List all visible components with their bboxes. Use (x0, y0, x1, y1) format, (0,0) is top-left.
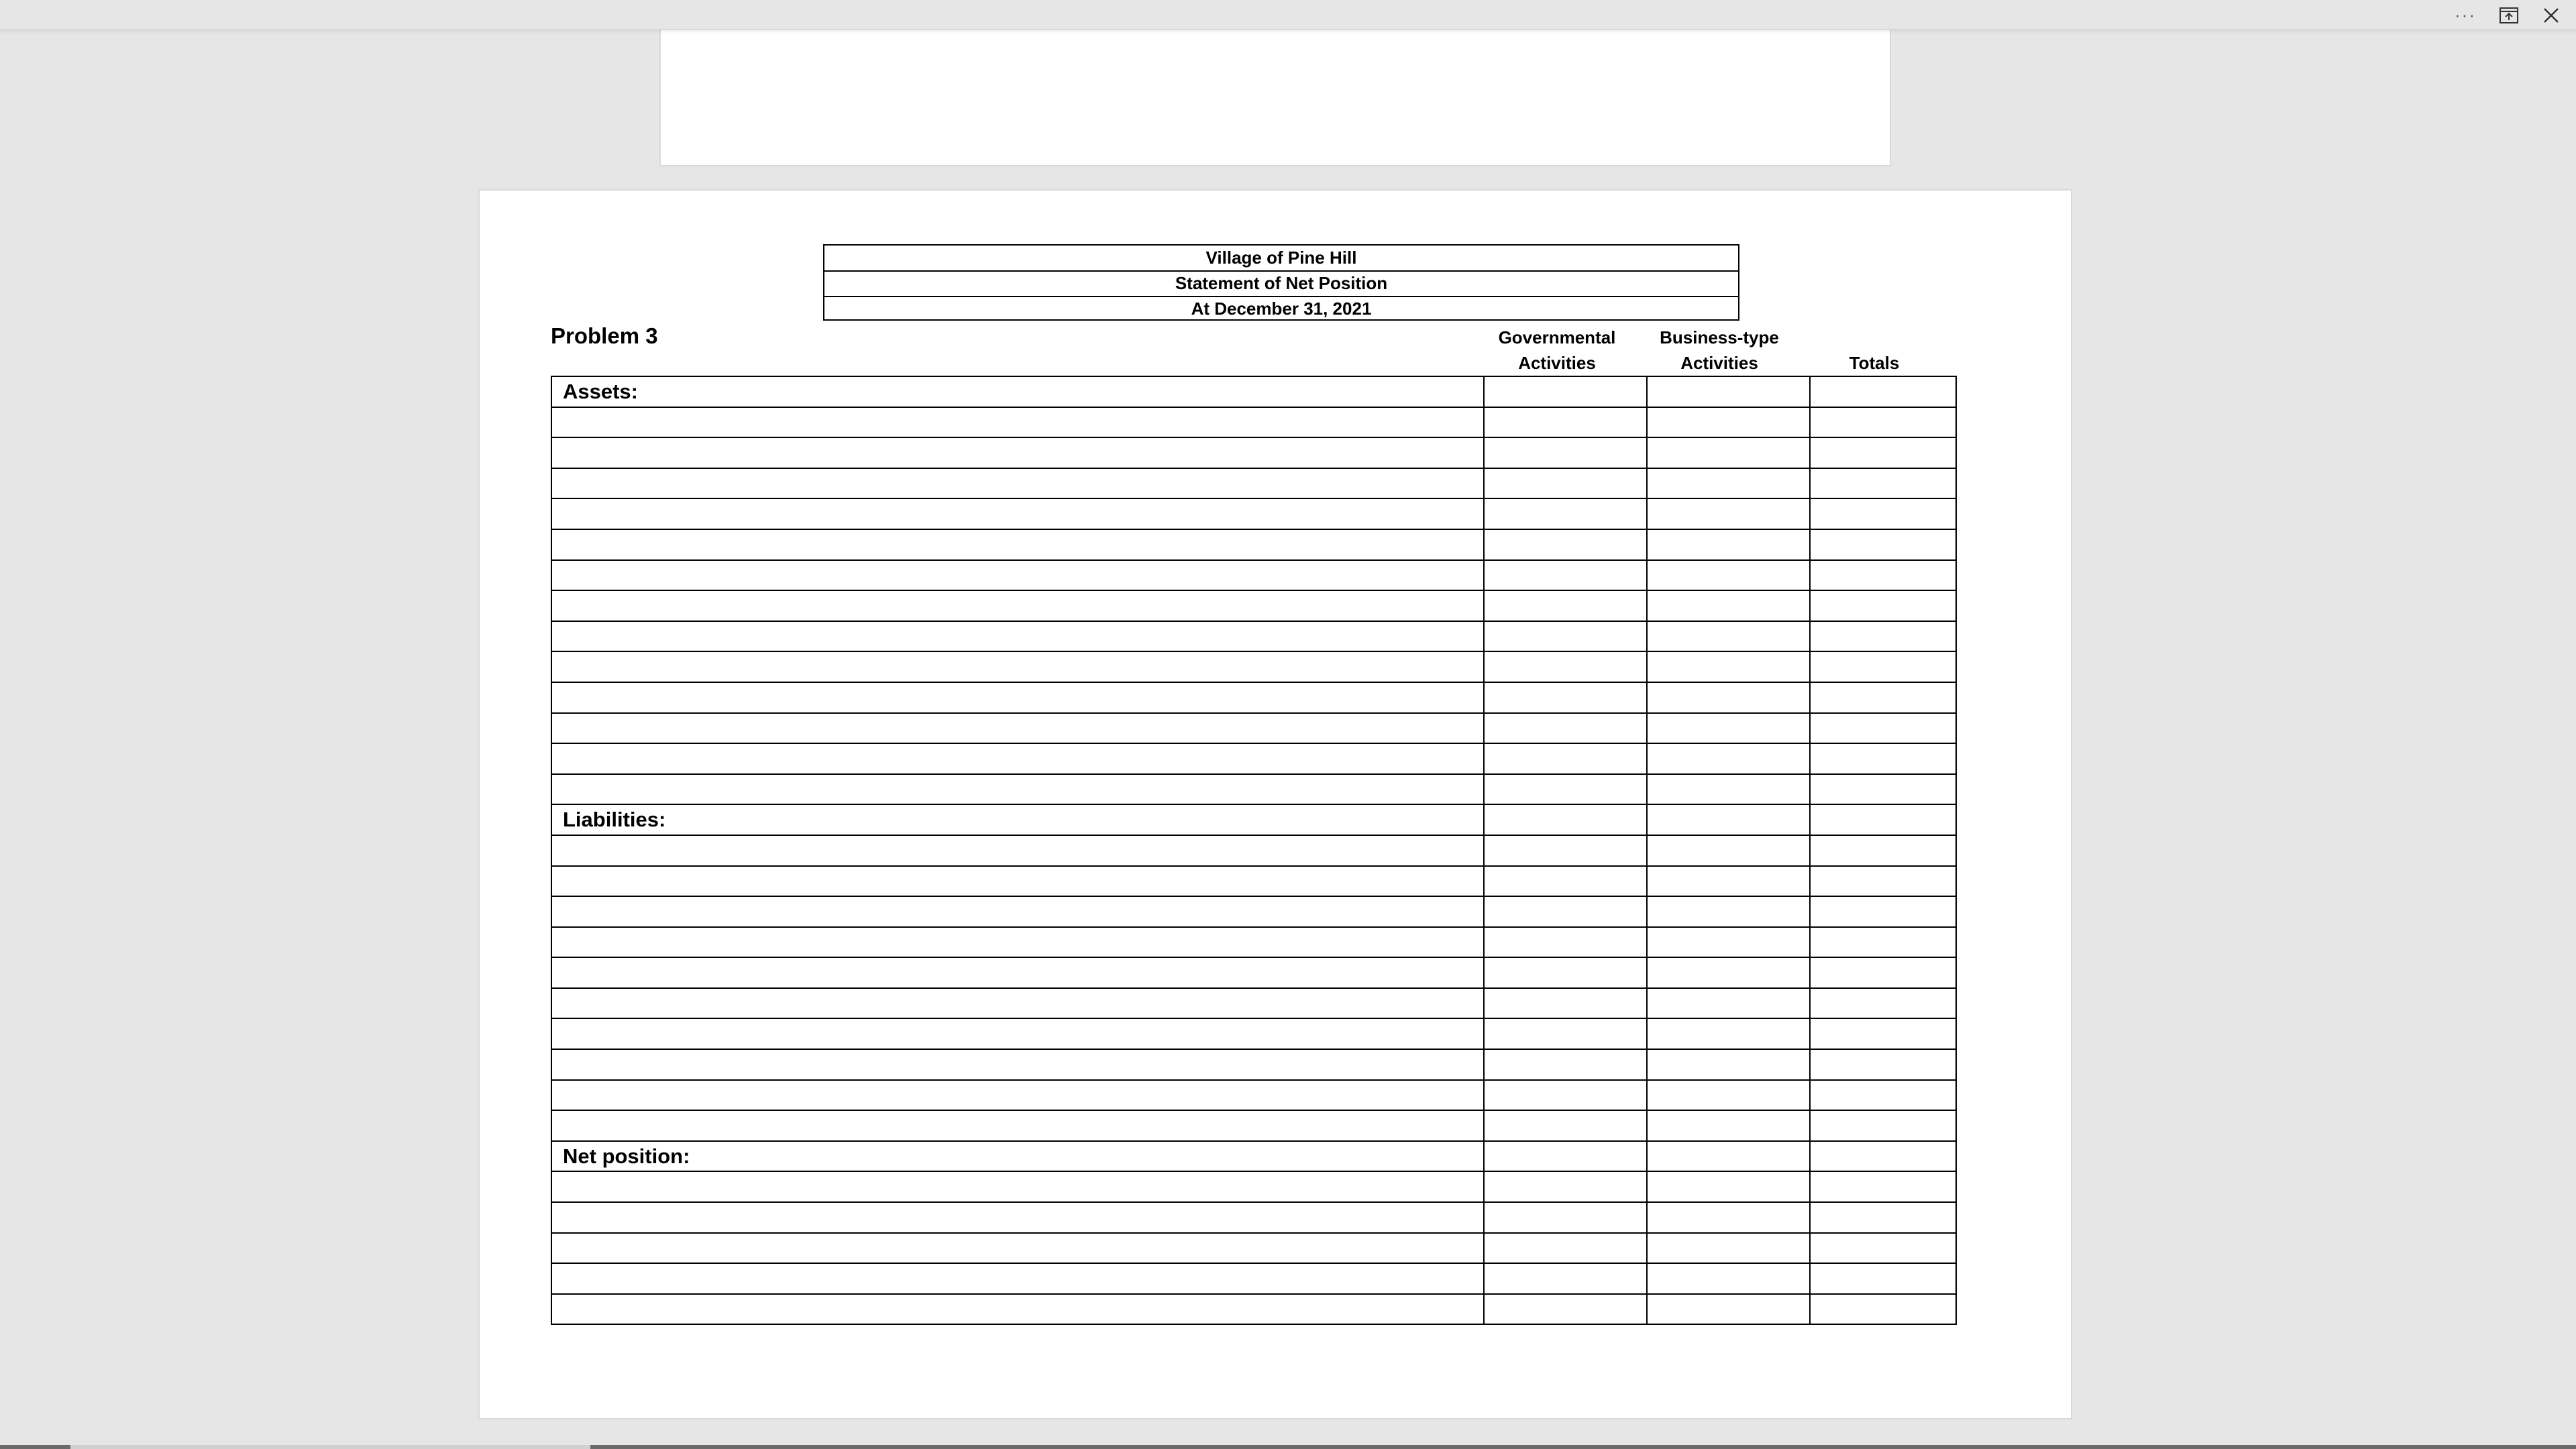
amount-cell[interactable] (1484, 896, 1647, 927)
amount-cell[interactable] (1810, 1141, 1956, 1172)
amount-cell[interactable] (1484, 407, 1647, 438)
description-cell[interactable] (551, 437, 1484, 468)
amount-cell[interactable] (1484, 804, 1647, 835)
amount-cell[interactable] (1810, 651, 1956, 682)
table-row (551, 1233, 1956, 1264)
amount-cell[interactable] (1647, 437, 1810, 468)
amount-cell[interactable] (1484, 651, 1647, 682)
section-label: Assets: (551, 376, 1484, 407)
amount-cell[interactable] (1484, 560, 1647, 591)
description-cell[interactable] (551, 407, 1484, 438)
table-row (551, 651, 1956, 682)
close-button[interactable] (2528, 0, 2575, 30)
description-cell[interactable] (551, 560, 1484, 591)
amount-cell[interactable] (1647, 927, 1810, 958)
table-row (551, 1202, 1956, 1233)
amount-cell[interactable] (1810, 866, 1956, 897)
table-row (551, 560, 1956, 591)
amount-cell[interactable] (1647, 1202, 1810, 1233)
description-cell[interactable] (551, 1233, 1484, 1264)
amount-cell[interactable] (1484, 927, 1647, 958)
more-options-button[interactable]: ··· (2455, 5, 2476, 25)
amount-cell[interactable] (1647, 529, 1810, 560)
amount-cell[interactable] (1647, 957, 1810, 988)
amount-cell[interactable] (1647, 774, 1810, 805)
amount-cell[interactable] (1810, 1263, 1956, 1294)
close-icon (2542, 7, 2560, 24)
amount-cell[interactable] (1647, 713, 1810, 744)
amount-cell[interactable] (1484, 498, 1647, 529)
description-cell[interactable] (551, 621, 1484, 652)
amount-cell[interactable] (1484, 376, 1647, 407)
amount-cell[interactable] (1810, 437, 1956, 468)
column-header-business-type: Business-type Activities (1660, 327, 1779, 373)
amount-cell[interactable] (1810, 957, 1956, 988)
section-label: Net position: (551, 1141, 1484, 1172)
amount-cell[interactable] (1810, 407, 1956, 438)
amount-cell[interactable] (1647, 682, 1810, 713)
amount-cell[interactable] (1484, 866, 1647, 897)
amount-cell[interactable] (1647, 498, 1810, 529)
amount-cell[interactable] (1647, 1171, 1810, 1202)
amount-cell[interactable] (1647, 468, 1810, 499)
amount-cell[interactable] (1484, 1233, 1647, 1264)
amount-cell[interactable] (1647, 1110, 1810, 1141)
amount-cell[interactable] (1810, 774, 1956, 805)
table-row (551, 529, 1956, 560)
section-row-net-position (551, 1141, 1956, 1172)
column-header-totals: Totals (1849, 353, 1900, 373)
table-row (551, 1263, 1956, 1294)
amount-cell[interactable] (1810, 988, 1956, 1019)
table-row (551, 498, 1956, 529)
table-row (551, 743, 1956, 774)
description-cell[interactable] (551, 835, 1484, 866)
amount-cell[interactable] (1810, 1233, 1956, 1264)
amount-cell[interactable] (1810, 468, 1956, 499)
statement-table (551, 376, 1957, 1325)
amount-cell[interactable] (1647, 1049, 1810, 1080)
amount-cell[interactable] (1810, 1202, 1956, 1233)
statement-date: At December 31, 2021 (824, 296, 1738, 321)
table-row (551, 957, 1956, 988)
description-cell[interactable] (551, 957, 1484, 988)
amount-cell[interactable] (1484, 988, 1647, 1019)
amount-cell[interactable] (1647, 1080, 1810, 1111)
amount-cell[interactable] (1484, 468, 1647, 499)
description-cell[interactable] (551, 651, 1484, 682)
description-cell[interactable] (551, 590, 1484, 621)
amount-cell[interactable] (1484, 1171, 1647, 1202)
amount-cell[interactable] (1810, 590, 1956, 621)
description-cell[interactable] (551, 896, 1484, 927)
description-cell[interactable] (551, 1202, 1484, 1233)
table-row (551, 1080, 1956, 1111)
amount-cell[interactable] (1647, 988, 1810, 1019)
document-page (478, 189, 2072, 1419)
amount-cell[interactable] (1484, 743, 1647, 774)
amount-cell[interactable] (1810, 896, 1956, 927)
amount-cell[interactable] (1484, 529, 1647, 560)
table-row (551, 774, 1956, 805)
amount-cell[interactable] (1647, 896, 1810, 927)
table-row (551, 1018, 1956, 1049)
table-row (551, 621, 1956, 652)
description-cell[interactable] (551, 468, 1484, 499)
table-row (551, 896, 1956, 927)
description-cell[interactable] (551, 743, 1484, 774)
amount-cell[interactable] (1810, 1294, 1956, 1325)
table-row (551, 866, 1956, 897)
amount-cell[interactable] (1647, 743, 1810, 774)
restore-window-icon (2499, 7, 2519, 24)
table-row (551, 988, 1956, 1019)
table-row (551, 407, 1956, 438)
amount-cell[interactable] (1484, 1110, 1647, 1141)
amount-cell[interactable] (1484, 835, 1647, 866)
statement-title: Statement of Net Position (824, 270, 1738, 295)
table-row (551, 682, 1956, 713)
amount-cell[interactable] (1484, 621, 1647, 652)
description-cell[interactable] (551, 1171, 1484, 1202)
entity-name: Village of Pine Hill (1205, 248, 1357, 268)
description-cell[interactable] (551, 1018, 1484, 1049)
amount-cell[interactable] (1647, 1233, 1810, 1264)
table-row (551, 437, 1956, 468)
description-cell[interactable] (551, 988, 1484, 1019)
restore-button[interactable] (2485, 0, 2532, 30)
amount-cell[interactable] (1484, 1202, 1647, 1233)
amount-cell[interactable] (1810, 682, 1956, 713)
table-row (551, 1171, 1956, 1202)
amount-cell[interactable] (1484, 590, 1647, 621)
amount-cell[interactable] (1810, 621, 1956, 652)
description-cell[interactable] (551, 713, 1484, 744)
table-row (551, 927, 1956, 958)
amount-cell[interactable] (1810, 835, 1956, 866)
amount-cell[interactable] (1647, 835, 1810, 866)
amount-cell[interactable] (1810, 743, 1956, 774)
amount-cell[interactable] (1484, 774, 1647, 805)
section-row-assets (551, 376, 1956, 407)
bottom-scroll-strip (0, 1445, 2576, 1449)
amount-cell[interactable] (1484, 1294, 1647, 1325)
amount-cell[interactable] (1810, 927, 1956, 958)
amount-cell[interactable] (1647, 590, 1810, 621)
table-row (551, 713, 1956, 744)
amount-cell[interactable] (1484, 1263, 1647, 1294)
amount-cell[interactable] (1810, 1080, 1956, 1111)
description-cell[interactable] (551, 1110, 1484, 1141)
amount-cell[interactable] (1484, 957, 1647, 988)
amount-cell[interactable] (1810, 1049, 1956, 1080)
amount-cell[interactable] (1647, 1294, 1810, 1325)
table-row (551, 468, 1956, 499)
amount-cell[interactable] (1484, 1049, 1647, 1080)
amount-cell[interactable] (1484, 437, 1647, 468)
table-row (551, 1294, 1956, 1325)
table-row (551, 1110, 1956, 1141)
description-cell[interactable] (551, 1294, 1484, 1325)
amount-cell[interactable] (1484, 1141, 1647, 1172)
amount-cell[interactable] (1484, 713, 1647, 744)
amount-cell[interactable] (1647, 804, 1810, 835)
amount-cell[interactable] (1810, 376, 1956, 407)
problem-label: Problem 3 (551, 323, 658, 348)
amount-cell[interactable] (1647, 560, 1810, 591)
section-row-liabilities (551, 804, 1956, 835)
description-cell[interactable] (551, 1263, 1484, 1294)
description-cell[interactable] (551, 774, 1484, 805)
amount-cell[interactable] (1810, 1018, 1956, 1049)
table-row (551, 835, 1956, 866)
description-cell[interactable] (551, 1080, 1484, 1111)
amount-cell[interactable] (1647, 407, 1810, 438)
amount-cell[interactable] (1810, 1110, 1956, 1141)
table-row (551, 590, 1956, 621)
table-row (551, 1049, 1956, 1080)
amount-cell[interactable] (1810, 804, 1956, 835)
description-cell[interactable] (551, 529, 1484, 560)
description-cell[interactable] (551, 682, 1484, 713)
section-label: Liabilities: (551, 804, 1484, 835)
amount-cell[interactable] (1647, 621, 1810, 652)
title-bar (0, 0, 2576, 30)
description-cell[interactable] (551, 1049, 1484, 1080)
description-cell[interactable] (551, 866, 1484, 897)
amount-cell[interactable] (1647, 1018, 1810, 1049)
amount-cell[interactable] (1647, 651, 1810, 682)
amount-cell[interactable] (1810, 1171, 1956, 1202)
amount-cell[interactable] (1647, 1263, 1810, 1294)
amount-cell[interactable] (1810, 713, 1956, 744)
amount-cell[interactable] (1484, 1080, 1647, 1111)
amount-cell[interactable] (1484, 682, 1647, 713)
description-cell[interactable] (551, 498, 1484, 529)
statement-header-box (823, 244, 1739, 321)
amount-cell[interactable] (1647, 1141, 1810, 1172)
description-cell[interactable] (551, 927, 1484, 958)
amount-cell[interactable] (1810, 498, 1956, 529)
amount-cell[interactable] (1484, 1018, 1647, 1049)
previous-page (659, 30, 1891, 166)
amount-cell[interactable] (1810, 560, 1956, 591)
amount-cell[interactable] (1810, 529, 1956, 560)
amount-cell[interactable] (1647, 376, 1810, 407)
column-header-governmental: Governmental Activities (1498, 327, 1616, 373)
amount-cell[interactable] (1647, 866, 1810, 897)
